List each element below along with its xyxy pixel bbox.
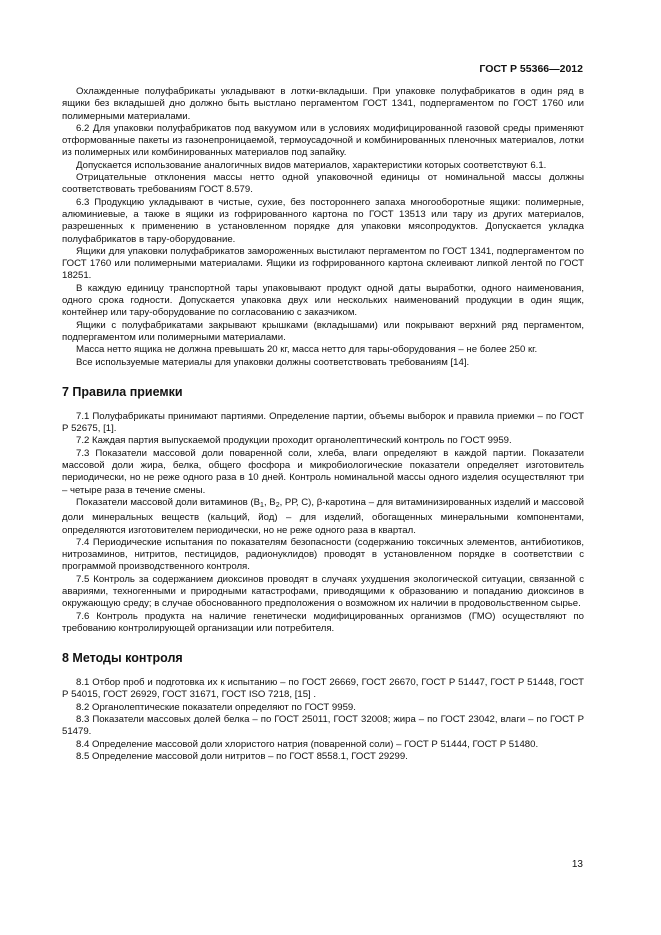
paragraph: 6.2 Для упаковки полуфабрикатов под вакуумом или в условиях модифицированной газовой среды применяют отформованные пакеты из газонепроницаемой, термоусадочной и комбинированных пленочных материалов, лотки из полимерных или комбинированных материалов под запайку. xyxy=(62,122,584,159)
paragraph: Масса нетто ящика не должна превышать 20 кг, масса нетто для тары-оборудования – не более 250 кг. xyxy=(76,344,538,356)
paragraph: Допускается использование аналогичных видов материалов, характеристики которых соответствуют 6.1. xyxy=(76,159,547,171)
paragraph: 7.4 Периодические испытания по показателям безопасности (содержанию токсичных элементов, антибиотиков, нитрозаминов, нитритов, пестицидов, радионуклидов) проводят в установленном порядке в соответствии с программой производственного контроля. xyxy=(62,536,584,573)
paragraph-vitamins xyxy=(62,497,584,537)
paragraph: 8.3 Показатели массовых долей белка – по ГОСТ 25011, ГОСТ 32008; жира – по ГОСТ 23042, влаги – по ГОСТ Р 51479. xyxy=(62,714,584,738)
paragraph: Ящики для упаковки полуфабрикатов замороженных выстилают пергаментом по ГОСТ 1341, подпергаментом по ГОСТ 1760 или полимерными материалами. Ящики из гофрированного картона склеивают липкой лентой по ГОСТ 18251. xyxy=(62,245,584,282)
paragraph: 8.1 Отбор проб и подготовка их к испытанию – по ГОСТ 26669, ГОСТ 26670, ГОСТ Р 51447, ГОСТ Р 51448, ГОСТ Р 54015, ГОСТ 26929, ГОСТ 31671, ГОСТ ISO 7218, [15] . xyxy=(62,677,584,701)
paragraph: 7.3 Показатели массовой доли поваренной соли, хлеба, влаги определяют в каждой партии. Показатели массовой доли жира, белка, общего фосфора и микробиологические показатели определяет изготовитель периодически, но не реже одного раза в 10 дней. Контроль номинальной массы одного изделия осуществляют три – четыре раза в течение смены. xyxy=(62,447,584,496)
text-run: , РР, С), β-каротина – для витаминизированных изделий и массовой доли минеральных веществ (кальций, йод) – для изделий, обогащенных минеральными компонентами, определяются изготовителем периодически, но не реже одного раза в квартал. xyxy=(62,496,585,536)
section-heading-acceptance-rules: 7 Правила приемки xyxy=(62,384,183,399)
text-run: , В xyxy=(263,496,276,508)
section-heading-control-methods: 8 Методы контроля xyxy=(62,651,183,666)
paragraph: 7.5 Контроль за содержанием диоксинов проводят в случаях ухудшения экологической ситуации, связанной с авариями, техногенными и природными катастрофами, приводящими к образованию и попаданию диоксинов в окружающую среду; в случае обоснованного предположения о возможном их наличии в продовольственном сырье. xyxy=(62,573,584,610)
paragraph: Ящики с полуфабрикатами закрывают крышками (вкладышами) или покрывают верхний ряд пергаментом, подпергаментом или полимерными материалами. xyxy=(62,319,584,343)
paragraph: Отрицательные отклонения массы нетто одной упаковочной единицы от номинальной массы должны соответствовать требованиям ГОСТ 8.579. xyxy=(62,172,584,196)
paragraph: 8.4 Определение массовой доли хлористого натрия (поваренной соли) – ГОСТ Р 51444, ГОСТ Р 51480. xyxy=(76,738,539,750)
paragraph: 7.1 Полуфабрикаты принимают партиями. Определение партии, объемы выборок и правила приемки – по ГОСТ Р 52675, [1]. xyxy=(62,410,584,435)
paragraph: Все используемые материалы для упаковки должны соответствовать требованиям [14]. xyxy=(76,356,470,368)
subscript: 1 xyxy=(260,501,264,509)
page-body xyxy=(62,86,584,763)
paragraph: 8.5 Определение массовой доли нитритов – по ГОСТ 8558.1, ГОСТ 29299. xyxy=(76,750,408,762)
document-header-id: ГОСТ Р 55366—2012 xyxy=(479,63,583,75)
paragraph: 7.2 Каждая партия выпускаемой продукции проходит органолептический контроль по ГОСТ 9959. xyxy=(76,435,512,447)
page-number: 13 xyxy=(571,859,583,870)
paragraph: Охлажденные полуфабрикаты укладывают в лотки-вкладыши. При упаковке полуфабрикатов в один ряд в ящики без вкладышей дно должно быть выстлано пергаментом ГОСТ 1341, подпергаментом по ГОСТ 1760 или полимерными материалами. xyxy=(62,86,584,122)
paragraph: 6.3 Продукцию укладывают в чистые, сухие, без постороннего запаха многооборотные ящики: полимерные, алюминиевые, а также в ящики из гофрированного картона по ГОСТ 13513 или тару из других материалов, разрешенных к применению в установленном порядке для упаковки мясопродуктов. Допускается укладка полуфабрикатов в тару-оборудование. xyxy=(62,196,584,245)
paragraph: 7.6 Контроль продукта на наличие генетически модифицированных организмов (ГМО) осуществляют по требованию контролирующей организации или потребителя. xyxy=(62,610,584,634)
paragraph: 8.2 Органолептические показатели определяют по ГОСТ 9959. xyxy=(76,701,356,713)
text-run: Показатели массовой доли витаминов (В xyxy=(76,496,261,508)
paragraph: В каждую единицу транспортной тары упаковывают продукт одной даты выработки, одного наименования, одного срока годности. Допускается упаковка двух или нескольких наименований продукции в один ящик, контейнер или тару-оборудование по согласованию с заказчиком. xyxy=(62,282,584,319)
subscript: 2 xyxy=(275,501,280,509)
